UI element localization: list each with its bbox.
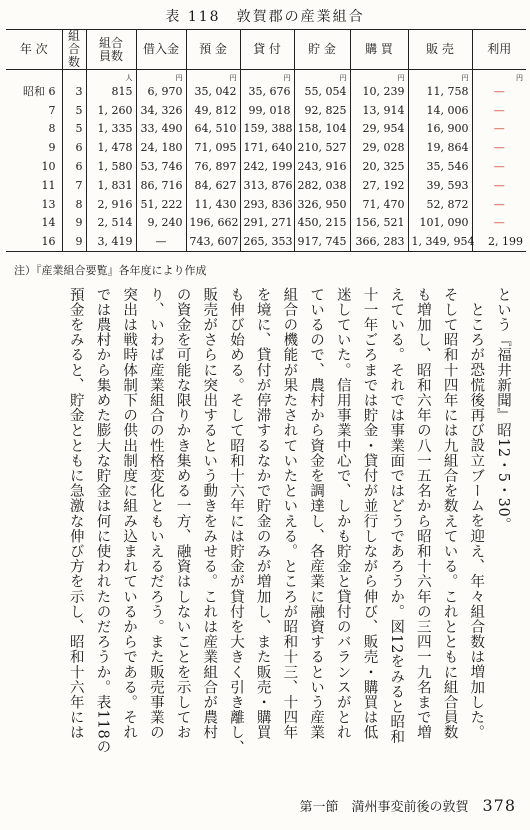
table-cell: 9 bbox=[48, 141, 56, 155]
table-row bbox=[6, 138, 526, 157]
text-column: ているので、農村から資金を調達し、各産業に融資するという産業 bbox=[308, 287, 325, 740]
table-cell: 101, 090 bbox=[408, 214, 472, 233]
table-cell: 9, 240 bbox=[136, 214, 186, 233]
table-cell: 29, 954 bbox=[350, 120, 408, 139]
table-cell: 2, 916 bbox=[86, 195, 136, 214]
text-column: を境に、貸付が停滞するなかで貯金のみが増加し、また販売・購買 bbox=[254, 287, 271, 740]
column-header: 販 売 bbox=[408, 30, 472, 70]
table-row bbox=[6, 214, 526, 233]
text-column: も伸び始める。そして昭和十六年には貯金が貸付を大きく引き離し、 bbox=[227, 287, 244, 756]
table-cell: 52, 872 bbox=[408, 195, 472, 214]
text-column: 預金をみると、貯金とともに急激な伸び方を示し、昭和十六年には bbox=[67, 287, 84, 740]
table-cell: 7 bbox=[48, 103, 56, 117]
table-cell: 71, 095 bbox=[186, 138, 240, 157]
table-cell: 11, 758 bbox=[408, 82, 472, 101]
column-header: 組合 数 bbox=[62, 30, 86, 70]
table-cell: 313, 876 bbox=[240, 176, 294, 195]
table-cell: 11 bbox=[41, 178, 56, 192]
table-cell: 2, 514 bbox=[86, 214, 136, 233]
column-header: 年 次 bbox=[6, 30, 62, 70]
table-cell: 1, 260 bbox=[86, 101, 136, 120]
table-cell: 86, 716 bbox=[136, 176, 186, 195]
column-header: 貯 金 bbox=[294, 30, 350, 70]
table-row bbox=[6, 232, 526, 251]
table-cell: 1, 349, 954 bbox=[408, 232, 472, 251]
column-header: 購 買 bbox=[350, 30, 408, 70]
table-cell: 99, 018 bbox=[240, 101, 294, 120]
table-cell: — bbox=[472, 176, 526, 195]
table-cell: 8 bbox=[62, 195, 86, 214]
table-cell: 55, 054 bbox=[294, 82, 350, 101]
table-cell: 92, 825 bbox=[294, 101, 350, 120]
table-cell: — bbox=[472, 101, 526, 120]
table-note: 注）『産業組合要覧』各年度により作成 bbox=[14, 264, 207, 277]
unit-cell bbox=[6, 70, 62, 83]
unit-cell: 円 bbox=[186, 70, 240, 83]
table-cell: 242, 199 bbox=[240, 157, 294, 176]
unit-cell: 円 bbox=[472, 70, 526, 83]
table-cell: 10 bbox=[41, 160, 56, 174]
table-cell: — bbox=[472, 195, 526, 214]
table-cell: 1, 335 bbox=[86, 120, 136, 139]
column-header: 借入金 bbox=[136, 30, 186, 70]
table-cell: — bbox=[472, 120, 526, 139]
table-cell: 6, 970 bbox=[136, 82, 186, 101]
text-column: そして昭和十四年には九組合を数えている。これとともに組合員数 bbox=[441, 287, 458, 740]
page-number: 378 bbox=[482, 796, 516, 815]
table-cell: 49, 812 bbox=[186, 101, 240, 120]
text-column: り、いわば産業組合の性格変化ともいえるだろう。また販売事業の bbox=[147, 287, 164, 740]
table-cell: 51, 222 bbox=[136, 195, 186, 214]
table-cell: 265, 353 bbox=[240, 232, 294, 251]
table-cell: 5 bbox=[62, 101, 86, 120]
text-column: えている。それでは事業面ではどうであろうか。図12をみると昭和 bbox=[388, 287, 405, 745]
table-cell: 33, 490 bbox=[136, 120, 186, 139]
table-cell: 14, 006 bbox=[408, 101, 472, 120]
table-cell: 8 bbox=[48, 122, 56, 136]
text-column: 突出は戦時体制下の供出制度に組み込まれているからである。それ bbox=[121, 287, 138, 740]
table-cell: 450, 215 bbox=[294, 214, 350, 233]
table-cell: 196, 662 bbox=[186, 214, 240, 233]
body-text bbox=[36, 287, 516, 777]
table-row bbox=[6, 195, 526, 214]
table-cell: 昭和 6 bbox=[23, 85, 56, 99]
table-cell: — bbox=[472, 214, 526, 233]
text-column: ところが恐慌後再び設立ブームを迎え、年々組合数は増加した。 bbox=[468, 301, 485, 740]
unit-cell bbox=[62, 70, 86, 83]
table-cell: — bbox=[472, 157, 526, 176]
cooperative-table bbox=[6, 29, 526, 252]
table-cell: 210, 527 bbox=[294, 138, 350, 157]
table-cell: 29, 028 bbox=[350, 138, 408, 157]
table-cell: 13, 914 bbox=[350, 101, 408, 120]
text-column: 十一年ごろまでは貯金・貸付が並行しながら伸び、販売・購買は低 bbox=[361, 287, 378, 740]
table-cell: 35, 546 bbox=[408, 157, 472, 176]
table-cell: — bbox=[472, 138, 526, 157]
table-cell: 282, 038 bbox=[294, 176, 350, 195]
table-cell: 156, 521 bbox=[350, 214, 408, 233]
section-title: 第一節 満州事変前後の敦賀 bbox=[299, 800, 469, 815]
table-cell: — bbox=[472, 82, 526, 101]
table-cell: 10, 239 bbox=[350, 82, 408, 101]
table-header bbox=[6, 30, 526, 70]
table-cell: 20, 325 bbox=[350, 157, 408, 176]
text-column: 迷していた。信用事業中心で、しかも貯金と貸付のバランスがとれ bbox=[334, 287, 351, 740]
page-footer bbox=[299, 796, 516, 815]
table-cell: 7 bbox=[62, 176, 86, 195]
table-cell: 24, 180 bbox=[136, 138, 186, 157]
table-cell: 3, 419 bbox=[86, 232, 136, 251]
table-cell: 53, 746 bbox=[136, 157, 186, 176]
table-cell: 815 bbox=[86, 82, 136, 101]
text-column: 組合の機能が果たされていたといえる。ところが昭和十三、十四年 bbox=[281, 287, 298, 740]
table-cell: 1, 580 bbox=[86, 157, 136, 176]
table-row bbox=[6, 157, 526, 176]
table-cell: 293, 836 bbox=[240, 195, 294, 214]
text-column: では農村から集めた膨大な貯金は何に使われたのだろうか。表118の bbox=[94, 287, 111, 755]
table-cell: 243, 916 bbox=[294, 157, 350, 176]
table-cell: 34, 326 bbox=[136, 101, 186, 120]
table-cell: 35, 676 bbox=[240, 82, 294, 101]
table-row bbox=[6, 82, 526, 101]
column-header: 利用 bbox=[472, 30, 526, 70]
table-cell: 9 bbox=[62, 214, 86, 233]
table-title: 表 118 敦賀郡の産業組合 bbox=[165, 9, 365, 25]
table-cell: 76, 897 bbox=[186, 157, 240, 176]
column-header: 貸 付 bbox=[240, 30, 294, 70]
table-row bbox=[6, 120, 526, 139]
table-cell: 326, 950 bbox=[294, 195, 350, 214]
table-cell: — bbox=[136, 232, 186, 251]
table-cell: 1, 831 bbox=[86, 176, 136, 195]
column-header: 組合 員数 bbox=[86, 30, 136, 70]
table-cell: 71, 470 bbox=[350, 195, 408, 214]
text-column: の資金を可能な限りかき集める一方、融資はしないことを示してお bbox=[174, 287, 191, 740]
table-cell: 6 bbox=[62, 157, 86, 176]
unit-cell: 円 bbox=[408, 70, 472, 83]
table-cell: 16 bbox=[6, 232, 62, 251]
table-body bbox=[6, 70, 526, 252]
unit-cell: 円 bbox=[350, 70, 408, 83]
table-cell: 2, 199 bbox=[472, 232, 526, 251]
text-column: も増加し、昭和六年の八一五名から昭和十六年の三四一九名まで増 bbox=[414, 287, 431, 740]
table-cell: 3 bbox=[62, 82, 86, 101]
table-cell: 917, 745 bbox=[294, 232, 350, 251]
table-cell: 14 bbox=[41, 216, 56, 230]
table-cell: 6 bbox=[62, 138, 86, 157]
table-cell: 11, 430 bbox=[186, 195, 240, 214]
unit-cell: 円 bbox=[294, 70, 350, 83]
column-header: 預 金 bbox=[186, 30, 240, 70]
table-cell: 1, 478 bbox=[86, 138, 136, 157]
text-column: 販売がさらに突出するという動きをみせる。これは産業組合が農村 bbox=[201, 287, 218, 740]
unit-cell: 人 bbox=[86, 70, 136, 83]
table-cell: 16, 900 bbox=[408, 120, 472, 139]
unit-cell: 円 bbox=[136, 70, 186, 83]
unit-row bbox=[6, 70, 526, 83]
table-cell: 64, 510 bbox=[186, 120, 240, 139]
table-cell: 84, 627 bbox=[186, 176, 240, 195]
table-cell: 9 bbox=[62, 232, 86, 251]
unit-cell: 円 bbox=[240, 70, 294, 83]
table-cell: 35, 042 bbox=[186, 82, 240, 101]
text-column: という『福井新聞』昭12・5・30。 bbox=[495, 287, 511, 533]
table-cell: 39, 593 bbox=[408, 176, 472, 195]
table-row bbox=[6, 176, 526, 195]
table-cell: 159, 388 bbox=[240, 120, 294, 139]
table-row bbox=[6, 101, 526, 120]
table-cell: 158, 104 bbox=[294, 120, 350, 139]
table-cell: 366, 283 bbox=[350, 232, 408, 251]
table-cell: 5 bbox=[62, 120, 86, 139]
table-cell: 291, 271 bbox=[240, 214, 294, 233]
table-cell: 27, 192 bbox=[350, 176, 408, 195]
table-cell: 743, 607 bbox=[186, 232, 240, 251]
table-cell: 13 bbox=[41, 197, 56, 211]
table-cell: 171, 640 bbox=[240, 138, 294, 157]
table-cell: 19, 864 bbox=[408, 138, 472, 157]
